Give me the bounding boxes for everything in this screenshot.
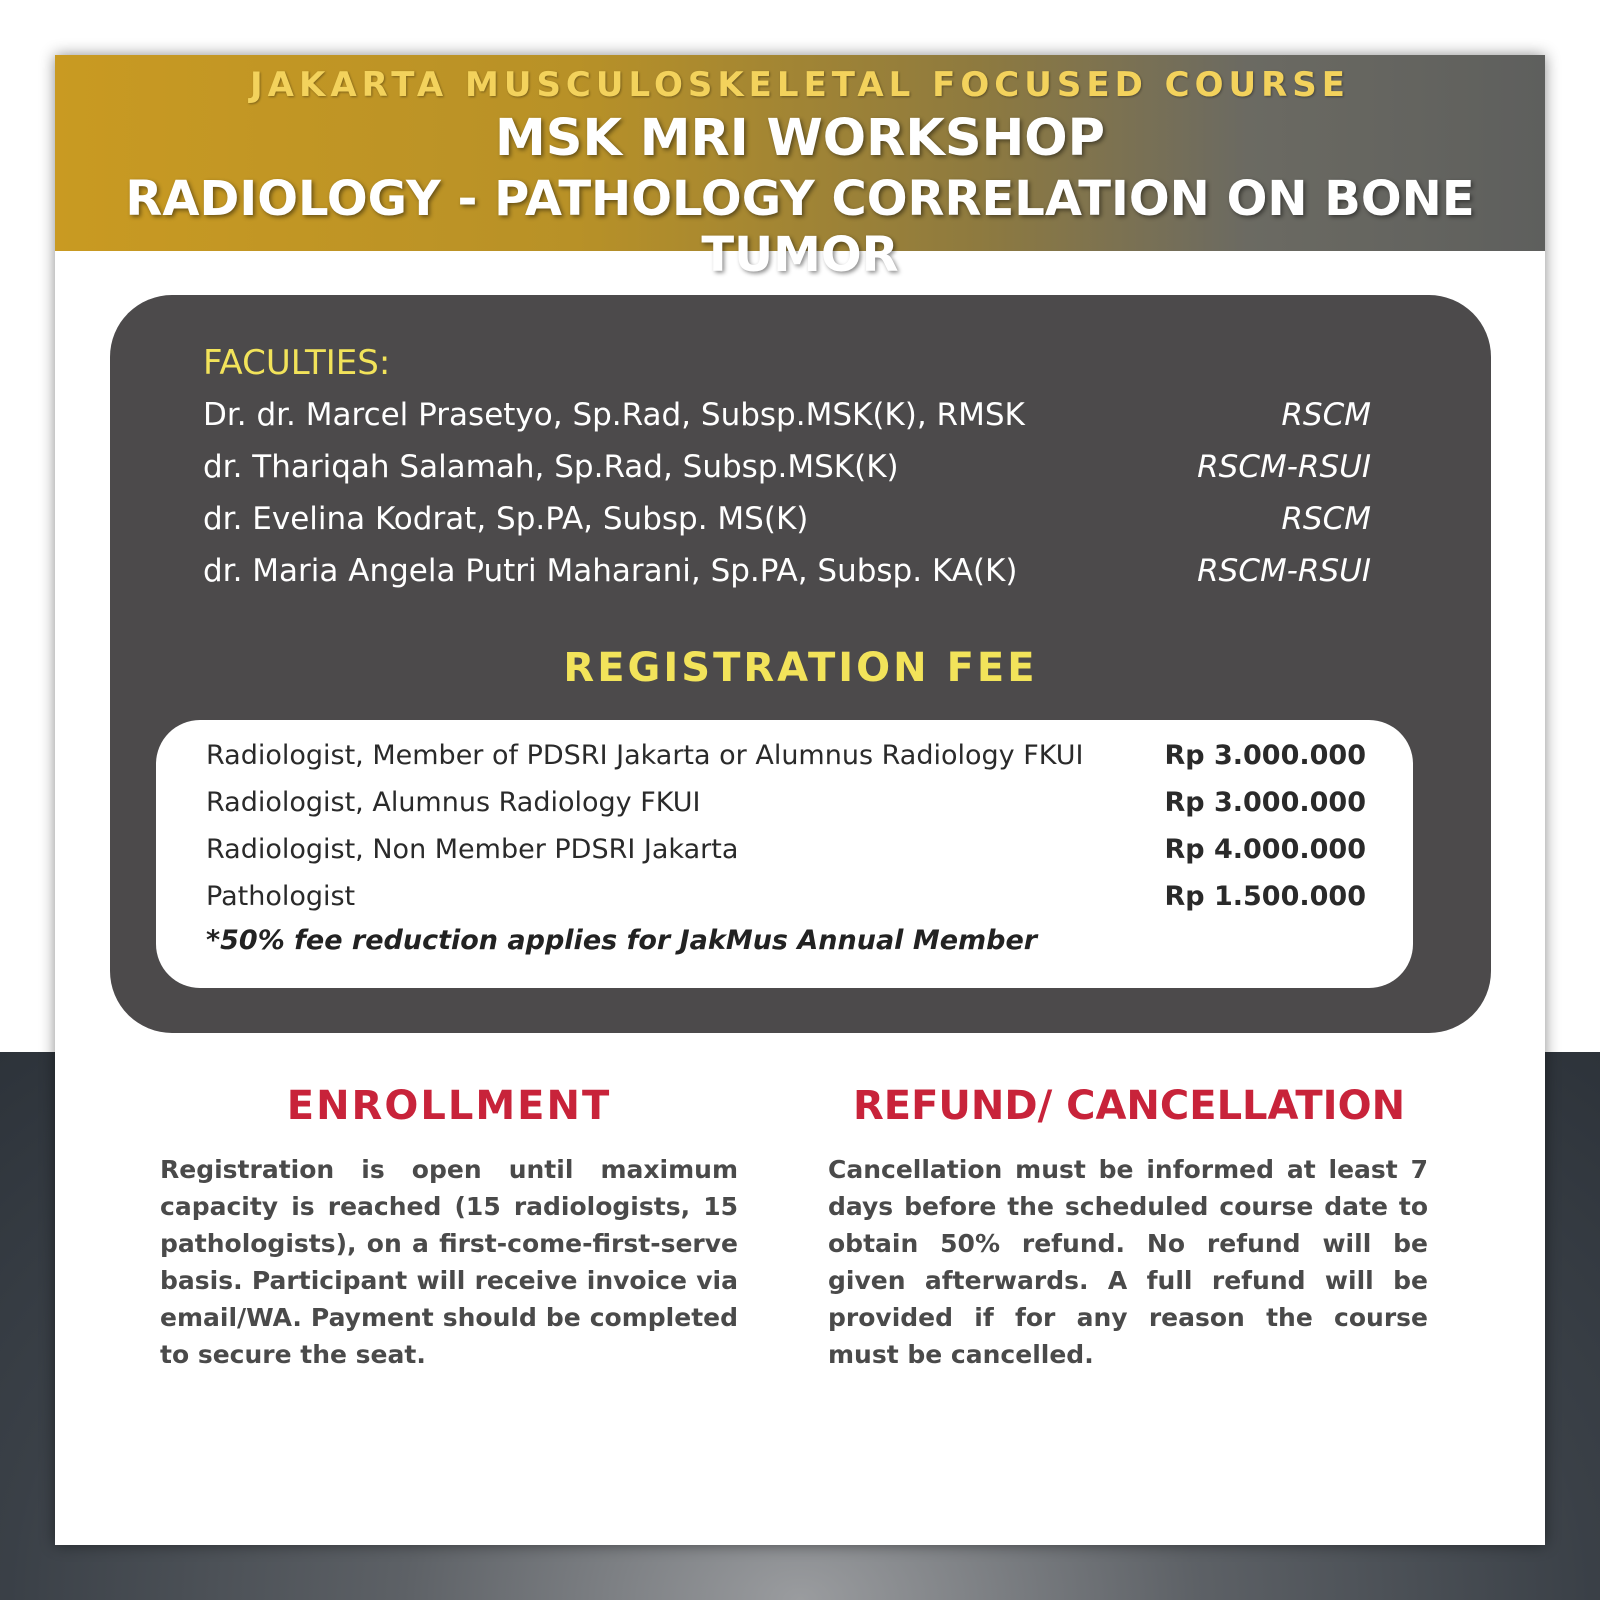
refund-heading: REFUND/ CANCELLATION — [852, 1083, 1406, 1129]
enrollment-text: Registration is open until maximum capacity is reached (15 radiologists, 15 pathologists), on a first-come-first-serve basis. Participant will receive invoice via email/WA. Payment should be completed to secure the seat. — [160, 1155, 738, 1369]
fee-category: Pathologist — [206, 881, 356, 912]
workshop-subtitle: RADIOLOGY - PATHOLOGY CORRELATION ON BONE TUMOR — [125, 171, 1475, 283]
enrollment-heading: ENROLLMENT — [286, 1083, 612, 1129]
info-panel — [110, 295, 1491, 1033]
fee-amount: Rp 1.500.000 — [1164, 881, 1366, 912]
fee-amount: Rp 3.000.000 — [1164, 740, 1366, 771]
fee-amount: Rp 4.000.000 — [1164, 834, 1366, 865]
refund-text: Cancellation must be informed at least 7 days before the scheduled course date to obtain 50% refund. No refund will be given afterwards. A full refund will be provided if for any reason the course must be cancelled. — [828, 1155, 1428, 1369]
faculty-name: dr. Evelina Kodrat, Sp.PA, Subsp. MS(K) — [203, 501, 809, 537]
registration-fee-heading: REGISTRATION FEE — [563, 645, 1038, 691]
faculty-row — [203, 397, 1371, 441]
fee-amount: Rp 3.000.000 — [1164, 787, 1366, 818]
fee-row — [206, 881, 1366, 921]
faculty-name: Dr. dr. Marcel Prasetyo, Sp.Rad, Subsp.MSK(K), RMSK — [203, 397, 1025, 433]
flyer-card — [55, 55, 1545, 1545]
fee-row — [206, 787, 1366, 827]
fee-row — [206, 834, 1366, 874]
workshop-title: MSK MRI WORKSHOP — [494, 109, 1106, 168]
faculty-name: dr. Maria Angela Putri Maharani, Sp.PA, Subsp. KA(K) — [203, 553, 1018, 589]
faculty-row — [203, 501, 1371, 545]
faculty-institution: RSCM — [1281, 397, 1371, 433]
faculty-row — [203, 449, 1371, 493]
fee-reduction-note: *50% fee reduction applies for JakMus Annual Member — [206, 925, 1038, 956]
faculty-name: dr. Thariqah Salamah, Sp.Rad, Subsp.MSK(K) — [203, 449, 899, 485]
faculties-heading: FACULTIES: — [203, 343, 391, 383]
faculty-institution: RSCM-RSUI — [1197, 553, 1371, 589]
faculty-row — [203, 553, 1371, 597]
fee-category: Radiologist, Non Member PDSRI Jakarta — [206, 834, 739, 865]
faculty-institution: RSCM — [1281, 501, 1371, 537]
header-banner — [55, 55, 1545, 283]
fee-category: Radiologist, Alumnus Radiology FKUI — [206, 787, 701, 818]
fee-category: Radiologist, Member of PDSRI Jakarta or Alumnus Radiology FKUI — [206, 740, 1084, 771]
fee-table — [156, 720, 1413, 988]
faculty-institution: RSCM-RSUI — [1197, 449, 1371, 485]
fee-row — [206, 740, 1366, 780]
course-series-title: JAKARTA MUSCULOSKELETAL FOCUSED COURSE — [250, 65, 1350, 105]
